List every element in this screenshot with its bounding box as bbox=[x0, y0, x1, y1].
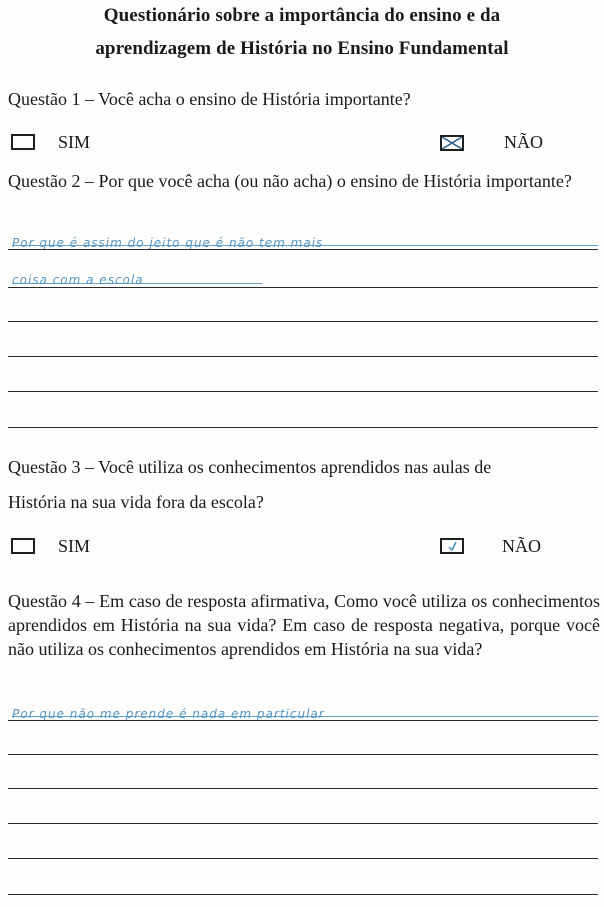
q1-nao-label: NÃO bbox=[504, 132, 543, 152]
q3-nao-label: NÃO bbox=[502, 536, 541, 556]
q2-handwritten-answer-line-2: coisa com a escola bbox=[12, 273, 144, 287]
question-3-text-line-2: História na sua vida fora da escola? bbox=[8, 492, 264, 512]
answer-line bbox=[8, 788, 598, 789]
title-line-2: aprendizagem de História no Ensino Fundamental bbox=[95, 38, 509, 59]
answer-line bbox=[8, 321, 598, 322]
question-4-text: Questão 4 – Em caso de resposta afirmativa, Como você utiliza os conhecimentos aprendidos em História na sua vida? Em caso de resposta negativa, porque você não utiliza os conhecimentos aprendidos em História na sua vida? bbox=[8, 591, 600, 659]
q2-handwritten-stroke-2 bbox=[12, 283, 262, 284]
title-line-1: Questionário sobre a importância do ensino e da bbox=[103, 5, 501, 26]
q2-handwritten-stroke-1 bbox=[12, 245, 598, 246]
q2-handwritten-answer-line-1: Por que é assim do jeito que é não tem mais bbox=[12, 236, 324, 250]
answer-line bbox=[8, 391, 598, 392]
question-2-text: Questão 2 – Por que você acha (ou não acha) o ensino de História importante? bbox=[8, 171, 572, 191]
answer-line bbox=[8, 356, 598, 357]
q1-sim-label: SIM bbox=[58, 132, 91, 152]
answer-line bbox=[8, 858, 598, 859]
q3-sim-label: SIM bbox=[58, 536, 91, 556]
question-1-text: Questão 1 – Você acha o ensino de História importante? bbox=[8, 89, 411, 109]
q1-nao-checkbox-checked[interactable] bbox=[440, 135, 464, 151]
answer-line bbox=[8, 754, 598, 755]
answer-line bbox=[8, 894, 598, 895]
question-3-text-line-1: Questão 3 – Você utiliza os conhecimentos aprendidos nas aulas de bbox=[8, 457, 492, 477]
q1-sim-checkbox[interactable] bbox=[11, 134, 35, 150]
check-mark-icon bbox=[440, 538, 464, 554]
q3-nao-checkbox-checked[interactable] bbox=[440, 538, 464, 554]
cross-mark-icon bbox=[440, 135, 464, 151]
q4-handwritten-stroke-1 bbox=[12, 716, 598, 717]
answer-line bbox=[8, 287, 598, 288]
answer-line bbox=[8, 427, 598, 428]
answer-line bbox=[8, 720, 598, 721]
q4-handwritten-answer-line-1: Por que não me prende é nada em particular bbox=[12, 707, 325, 721]
answer-line bbox=[8, 823, 598, 824]
answer-line bbox=[8, 249, 598, 250]
q3-sim-checkbox[interactable] bbox=[11, 538, 35, 554]
